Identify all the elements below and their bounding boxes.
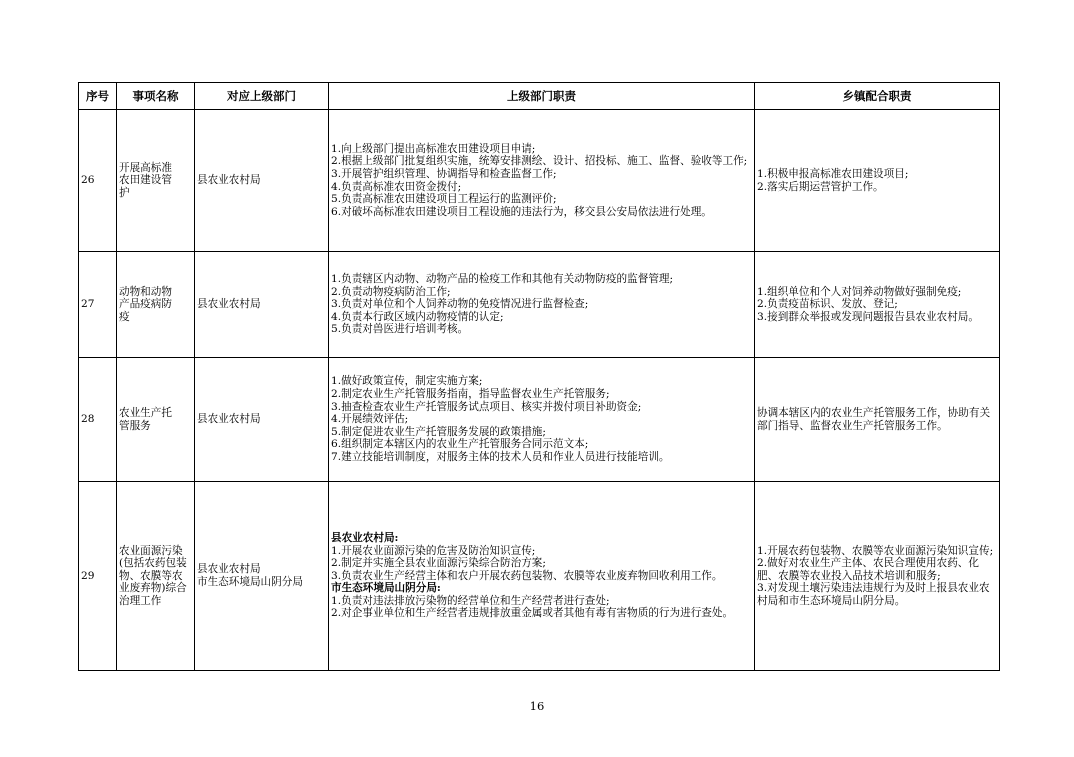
duty-subheading: 县农业农村局:: [331, 531, 399, 544]
table-header-row: [79, 83, 1000, 110]
township-duty-item: 1.组织单位和个人对饲养动物做好强制免疫;: [757, 285, 962, 298]
row-number: 27: [79, 252, 117, 358]
duty-item: 6.组织制定本辖区内的农业生产托管服务合同示范文本;: [331, 438, 589, 451]
item-name-cell: [117, 482, 195, 671]
township-duty-item: 2.做好对农业生产主体、农民合理使用农药、化肥、农膜等农业投入品技术培训和服务;: [757, 557, 979, 582]
item-name-cell: [117, 252, 195, 358]
table-row: [79, 110, 1000, 252]
duty-item: 4.开展绩效评估;: [331, 413, 409, 426]
dept-duties-cell: [329, 252, 755, 358]
township-duty-item: 3.接到群众举报或发现问题报告县农业农村局。: [757, 310, 979, 323]
township-duty-item: 协调本辖区内的农业生产托管服务工作，协助有关部门指导、监督农业生产托管服务工作。: [757, 406, 991, 432]
duty-item: 2.制定并实施全县农业面源污染综合防治方案;: [331, 557, 546, 570]
duty-item: 2.根据上级部门批复组织实施，统筹安排测绘、设计、招投标、施工、监督、验收等工作;: [331, 155, 748, 168]
header-item-name: 事项名称: [117, 83, 195, 110]
duty-item: 6.对破坏高标准农田建设项目工程设施的违法行为，移交县公安局依法进行处理。: [331, 205, 712, 218]
item-name: 农业面源污染(包括农药包装物、农膜等农业废弃物)综合治理工作: [119, 544, 187, 607]
duty-item: 2.对企事业单位和生产经营者违规排放重金属或者其他有毒有害物质的行为进行查处。: [331, 607, 734, 620]
item-name-cell: [117, 110, 195, 252]
header-no: 序号: [79, 83, 117, 110]
header-dept: 对应上级部门: [195, 83, 329, 110]
dept-cell: [195, 110, 329, 252]
township-duties-cell: [755, 482, 1000, 671]
duty-item: 2.负责动物疫病防治工作;: [331, 285, 451, 298]
header-township-duties: 乡镇配合职责: [755, 83, 1000, 110]
item-name: 动物和动物产品疫病防疫: [119, 285, 172, 323]
duty-item: 3.抽查检查农业生产托管服务试点项目、核实并拨付项目补助资金;: [331, 400, 642, 413]
township-duty-item: 3.对发现土壤污染违法违规行为及时上报县农业农村局和市生态环境局山阴分局。: [757, 582, 990, 607]
item-name-cell: [117, 358, 195, 482]
duty-item: 3.负责农业生产经营主体和农户开展农药包装物、农膜等农业废弃物回收利用工作。: [331, 569, 723, 582]
duty-item: 1.开展农业面源污染的危害及防治知识宣传;: [331, 544, 536, 557]
dept-cell: [195, 482, 329, 671]
duty-item: 1.向上级部门提出高标准农田建设项目申请;: [331, 142, 536, 155]
duty-item: 3.负责对单位和个人饲养动物的免疫情况进行监督检查;: [331, 298, 589, 311]
dept-duties-cell: [329, 358, 755, 482]
row-number: 29: [79, 482, 117, 671]
item-name: 农业生产托管服务: [119, 406, 172, 432]
township-duties-cell: [755, 110, 1000, 252]
table-row: [79, 252, 1000, 358]
item-name: 开展高标准农田建设管护: [119, 161, 172, 199]
duty-item: 5.负责高标准农田建设项目工程运行的监测评价;: [331, 193, 557, 206]
duty-item: 4.负责本行政区域内动物疫情的认定;: [331, 310, 504, 323]
page-number: 16: [529, 699, 545, 713]
duty-subheading: 市生态环境局山阴分局:: [331, 582, 441, 595]
dept-cell: [195, 252, 329, 358]
row-number: 26: [79, 110, 117, 252]
row-number: 28: [79, 358, 117, 482]
dept-name: 县农业农村局: [197, 413, 261, 426]
township-duty-item: 1.积极申报高标准农田建设项目;: [757, 167, 909, 180]
duty-item: 1.做好政策宣传，制定实施方案;: [331, 375, 483, 388]
township-duties-cell: [755, 358, 1000, 482]
duty-item: 7.建立技能培训制度，对服务主体的技术人员和作业人员进行技能培训。: [331, 450, 670, 463]
duty-item: 1.负责辖区内动物、动物产品的检疫工作和其他有关动物防疫的监督管理;: [331, 273, 674, 286]
dept-duties-cell: [329, 110, 755, 252]
table-body: [79, 110, 1000, 671]
dept-name: 县农业农村局: [197, 174, 261, 187]
duty-item: 4.负责高标准农田资金拨付;: [331, 180, 462, 193]
dept-name: 县农业农村局: [197, 298, 261, 311]
table-row: [79, 358, 1000, 482]
table-row: [79, 482, 1000, 671]
dept-name: 市生态环境局山阴分局: [197, 576, 303, 588]
township-duty-item: 2.负责疫苗标识、发放、登记;: [757, 298, 898, 311]
township-duty-item: 2.落实后期运营管护工作。: [757, 180, 884, 193]
duty-table: [78, 82, 1000, 671]
duty-item: 1.负责对违法排放污染物的经营单位和生产经营者进行查处;: [331, 594, 610, 607]
duty-item: 5.负责对兽医进行培训考核。: [331, 323, 469, 336]
duty-item: 5.制定促进农业生产托管服务发展的政策措施;: [331, 425, 546, 438]
township-duty-item: 1.开展农药包装物、农膜等农业面源污染知识宣传;: [757, 544, 994, 557]
dept-name: 县农业农村局: [197, 563, 261, 576]
duty-item: 2.制定农业生产托管服务指南，指导监督农业生产托管服务;: [331, 388, 610, 401]
duty-item: 3.开展管护组织管理、协调指导和检查监督工作;: [331, 167, 557, 180]
township-duties-cell: [755, 252, 1000, 358]
header-dept-duties: 上级部门职责: [329, 83, 755, 110]
dept-cell: [195, 358, 329, 482]
dept-duties-cell: [329, 482, 755, 671]
